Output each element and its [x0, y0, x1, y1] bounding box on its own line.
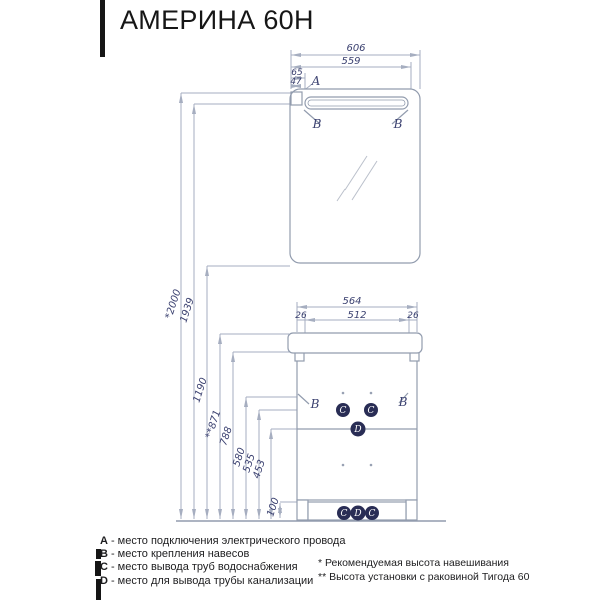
marker-a-label: A [311, 74, 321, 88]
dim-65: 65 [291, 68, 303, 78]
dim-453: 453 [251, 458, 268, 481]
drill-dot [342, 392, 345, 395]
footnote-mount-height: * Рекомендуемая высота навешивания [318, 557, 509, 569]
marker-d-letter: D [354, 425, 362, 435]
dim-871: **871 [203, 408, 224, 440]
marker-d-letter: D [354, 509, 362, 519]
dim-606: 606 [346, 43, 366, 54]
legend-item-b [100, 548, 345, 561]
marker-b-label: B [393, 117, 403, 131]
marker-c-letter: C [368, 509, 376, 519]
legend-key-b: B [100, 548, 108, 561]
dim-559: 559 [341, 56, 361, 67]
furniture-outlines [176, 89, 446, 521]
cabinet-leg-right [406, 500, 417, 520]
marker-c-letter: C [367, 406, 375, 416]
legend-item-d [100, 575, 345, 588]
legend-text-a: - место подключения электрического провода [110, 535, 346, 547]
dim-788: 788 [218, 425, 235, 448]
footnote-basin-height: ** Высота установки с раковиной Тигода 60 [318, 570, 530, 583]
legend-item-a [100, 535, 345, 548]
dim-2000: *2000 [163, 288, 184, 321]
dim-1190: 1190 [191, 376, 210, 405]
marker-b-label: B [398, 395, 408, 409]
drill-dot [342, 464, 345, 467]
dim-512: 512 [347, 310, 367, 321]
legend-item-c [100, 561, 345, 574]
legend-text-d: - место для вывода трубы канализации [110, 574, 314, 587]
dim-47: 47 [290, 77, 302, 87]
marker-c-letter: C [339, 406, 347, 416]
marker-b-label: B [312, 117, 322, 131]
dim-580: 580 [231, 446, 248, 469]
legend-text-b: - место крепления навесов [110, 548, 250, 561]
marker-b-label: B [310, 397, 320, 411]
dim-100: 100 [265, 496, 282, 519]
legend-key-c: C [100, 561, 108, 574]
dim-26-left: 26 [295, 311, 307, 321]
dim-26-right: 26 [407, 311, 419, 321]
legend-key-a: A [100, 535, 108, 547]
legend-key-d: D [100, 574, 108, 587]
washbasin-top [288, 333, 422, 353]
marker-c-letter: C [340, 509, 348, 519]
drill-dot [370, 392, 373, 395]
drill-dot [370, 464, 373, 467]
dim-564: 564 [342, 296, 362, 307]
dim-1939: 1939 [178, 296, 197, 325]
page-title: АМЕРИНА 60Н [120, 5, 314, 35]
cabinet-leg-left [297, 500, 308, 520]
footnotes [318, 557, 529, 584]
legend [100, 535, 345, 588]
legend-text-c: - место вывода труб водоснабжения [110, 561, 298, 574]
dim-535: 535 [241, 452, 258, 475]
